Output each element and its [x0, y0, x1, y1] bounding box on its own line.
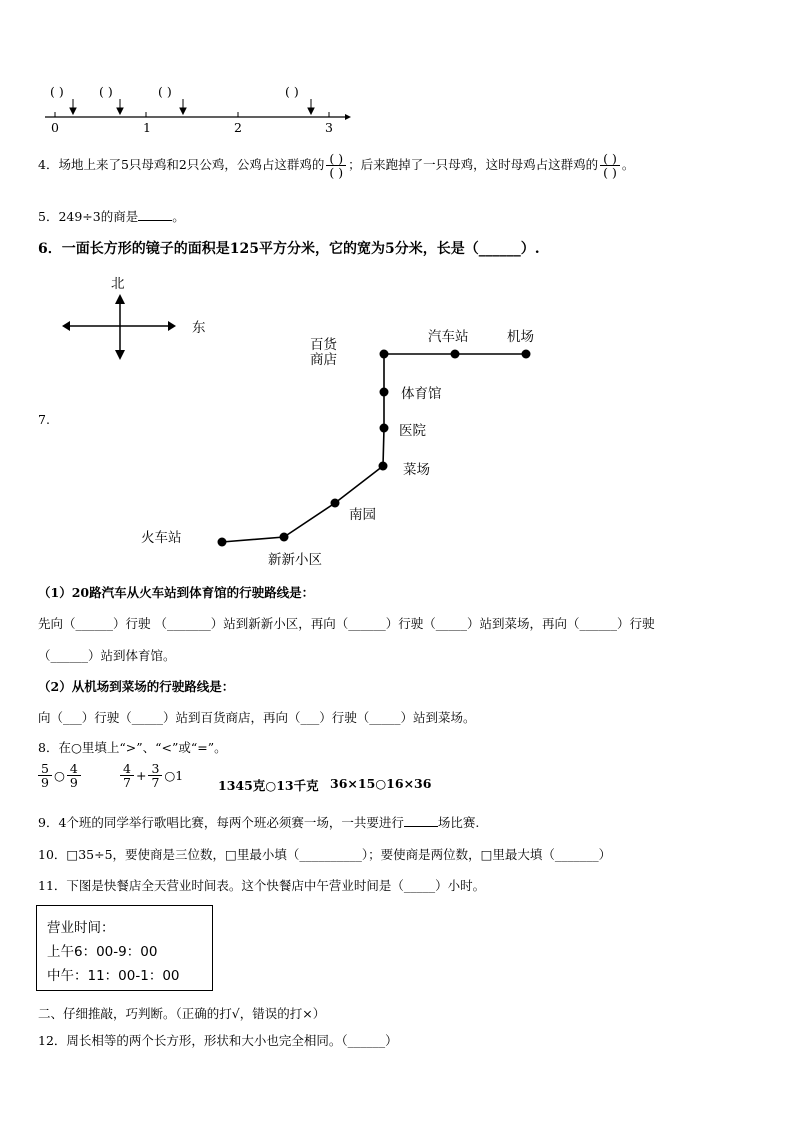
compass-east-label: 东 [192, 320, 206, 336]
q8-a-num1: 5 [38, 762, 52, 776]
q4-frac2-den: ( ) [603, 165, 617, 180]
hours-noon: 中午：11：00-1：00 [47, 968, 180, 984]
stop-bus-station [451, 350, 460, 359]
tick-label-0: 0 [51, 120, 59, 135]
numberline-blank-3[interactable]: ( ) [158, 84, 172, 99]
q7-sub1-line2[interactable]: （______）站到体育馆。 [38, 648, 176, 663]
label-gym: 体育馆 [401, 386, 442, 402]
q4-text-c: 。 [621, 157, 635, 172]
q4-number: 4． [38, 157, 59, 172]
tick-label-2: 2 [234, 120, 242, 135]
stop-nanyuan [331, 499, 340, 508]
stop-gym [380, 388, 389, 397]
label-dept-store-1: 百货 [310, 337, 337, 353]
q8-item-b[interactable] [118, 762, 183, 789]
q8-b-num1: 4 [120, 762, 134, 776]
numberline-blank-2[interactable]: ( ) [99, 84, 113, 99]
stop-dept-store [380, 350, 389, 359]
hours-morning: 上午6：00-9：00 [47, 944, 158, 960]
q9-text-b: 场比赛. [437, 815, 480, 830]
q8-a-den1: 9 [41, 775, 49, 790]
label-market: 菜场 [403, 462, 430, 478]
label-airport: 机场 [507, 329, 534, 345]
hours-title: 营业时间： [47, 920, 115, 936]
label-xinxin: 新新小区 [268, 552, 322, 568]
q8-b-num2: 3 [148, 762, 162, 776]
q7-sub2-title: （2）从机场到菜场的行驶路线是： [38, 679, 235, 694]
question-9 [38, 813, 479, 831]
question-6: 6．一面长方形的镜子的面积是125平方分米，它的宽为5分米，长是（______）. [38, 241, 540, 257]
tick-label-3: 3 [325, 120, 333, 135]
numberline-blank-1[interactable]: ( ) [50, 84, 64, 99]
q8-b-rest[interactable]: ○1 [164, 768, 184, 783]
q9-text-a: 9．4个班的同学举行歌唱比赛，每两个班必须赛一场，一共要进行 [38, 815, 404, 830]
stop-market [379, 462, 388, 471]
q7-number: 7. [38, 412, 50, 427]
q8-title: 8．在○里填上“>”、“<”或“=”。 [38, 740, 227, 755]
q5-text-a: 249÷3的商是 [58, 209, 139, 224]
compass-north-label: 北 [111, 276, 125, 292]
stop-airport [522, 350, 531, 359]
q5-number: 5． [38, 209, 59, 224]
q4-frac1-den: ( ) [329, 165, 344, 180]
q8-b-den1: 7 [123, 775, 131, 790]
q8-a-circle[interactable]: ○ [53, 768, 65, 783]
label-hospital: 医院 [399, 423, 426, 439]
q7-sub1-line1[interactable]: 先向（______）行驶 （_______）站到新新小区，再向（______）行驶（_____）站到菜场，再向（______）行驶 [38, 616, 655, 631]
label-train-station: 火车站 [141, 530, 182, 546]
q4-text-b: ；后来跑掉了一只母鸡，这时母鸡占这群鸡的 [348, 157, 599, 172]
business-hours-table [36, 905, 213, 991]
q4-frac1-num: ( ) [326, 152, 346, 166]
stop-xinxin [280, 533, 289, 542]
q4-frac2-num: ( ) [600, 152, 620, 166]
question-10[interactable]: 10．□35÷5，要使商是三位数，□里最小填（__________）；要使商是两位数，□里最大填（_______） [38, 847, 612, 862]
stop-hospital [380, 424, 389, 433]
q4-text-a: 场地上来了5只母鸡和2只公鸡，公鸡占这群鸡的 [58, 157, 325, 172]
label-bus-station: 汽车站 [428, 329, 469, 345]
numberline-blank-4[interactable]: ( ) [285, 84, 299, 99]
q8-item-c[interactable]: 1345克○13千克 [218, 778, 319, 793]
stop-train-station [218, 538, 227, 547]
section-2-heading: 二、仔细推敲，巧判断。（正确的打√，错误的打×） [38, 1006, 326, 1021]
q7-sub1-title: （1）20路汽车从火车站到体育馆的行驶路线是： [38, 585, 315, 600]
question-11[interactable]: 11．下图是快餐店全天营业时间表。这个快餐店中午营业时间是（_____）小时。 [38, 878, 486, 893]
tick-label-1: 1 [143, 120, 151, 135]
question-12[interactable]: 12．周长相等的两个长方形，形状和大小也完全相同。（______） [38, 1033, 398, 1048]
q8-a-num2: 4 [67, 762, 81, 776]
label-dept-store-2: 商店 [310, 352, 337, 368]
label-nanyuan: 南园 [349, 507, 376, 523]
q7-sub2-line[interactable]: 向（___）行驶（_____）站到百货商店，再向（___）行驶（_____）站到菜场。 [38, 710, 476, 725]
q8-b-plus: + [135, 768, 147, 783]
q8-b-den2: 7 [151, 775, 160, 790]
q8-item-a[interactable] [36, 762, 83, 789]
q9-answer-blank[interactable] [404, 814, 438, 827]
q8-a-den2: 9 [69, 775, 78, 790]
q5-text-b: 。 [172, 209, 185, 224]
q8-item-d[interactable]: 36×15○16×36 [330, 776, 432, 791]
